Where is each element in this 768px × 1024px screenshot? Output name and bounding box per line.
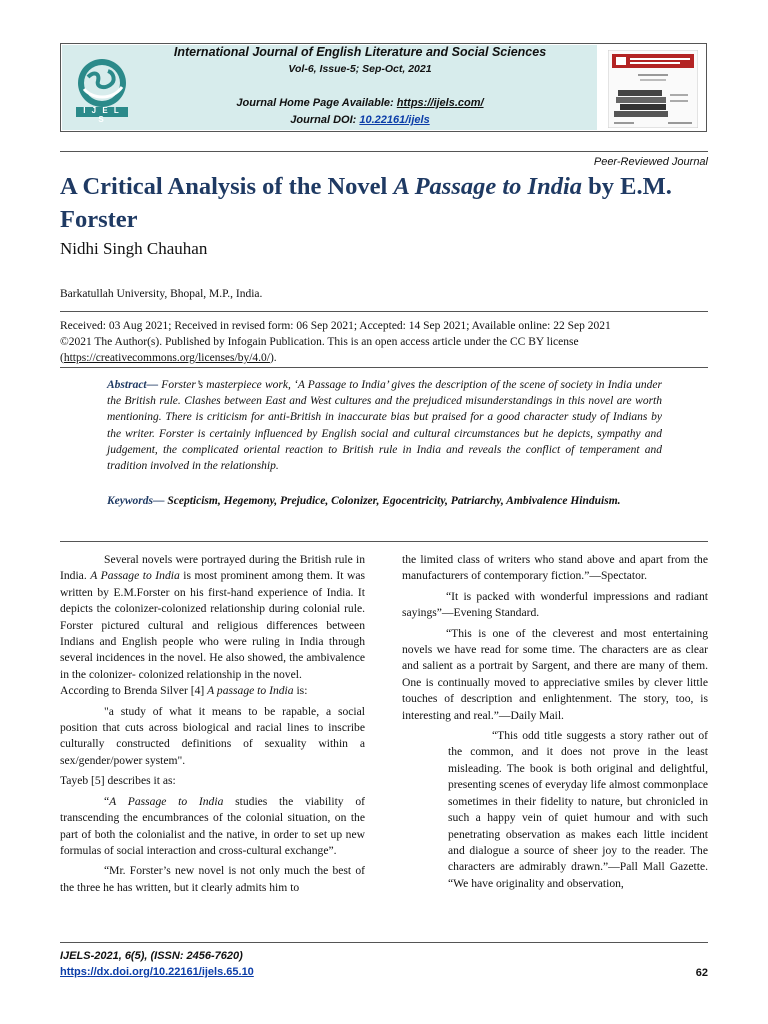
abstract-label: Abstract—: [107, 379, 159, 391]
home-page-line: [160, 97, 560, 109]
home-page-link[interactable]: https://ijels.com/: [396, 97, 484, 109]
quote-paragraph: “This odd title suggests a story rather out of the common, and it does not prove in the least misleading. The book is both original and delightful, presenting scenes of everyday life almost commonplace sometimes in their fidelity to nature, but chronicled in such a happy vein of quiet humour and with such penetrating observation as makes each little incident and dialogue a source of sheer joy to the reader. The characters are admirably drawn.”—Pall Mall Gazette. “We have originality and observation,: [448, 729, 708, 890]
page-number: 62: [695, 967, 708, 979]
text-run: is:: [293, 684, 308, 698]
quote-paragraph: "a study of what it means to be rapable, a social position that cuts across biological and racial lines to inscribe culturally constructed definitions of sexuality within a sex/gender/power system".: [60, 704, 365, 767]
article-dates: [60, 318, 710, 366]
abstract: [107, 377, 662, 474]
text-run: According to Brenda Silver [4]: [60, 684, 208, 698]
quote-paragraph: “Mr. Forster’s new novel is not only much the best of the three he has written, but it clearly admits him to: [60, 864, 365, 894]
paragraph: [60, 552, 365, 683]
logo-text: I J E L S: [83, 106, 121, 124]
title-part2: by E.M. Forster: [60, 173, 672, 233]
license-link[interactable]: https://creativecommons.org/licenses/by/4.0/: [63, 352, 270, 364]
title-italic: A Passage to India: [393, 173, 583, 200]
journal-cover-image: [608, 50, 698, 128]
ijels-globe-logo-icon: [70, 55, 134, 124]
body-right-column: [402, 552, 708, 892]
keywords-text: Scepticism, Hegemony, Prejudice, Colonizer, Egocentricity, Patriarchy, Ambivalence Hinduism.: [164, 495, 621, 507]
keywords: [107, 493, 662, 509]
book-title: A Passage to India: [109, 794, 224, 808]
paragraph: Tayeb [5] describes it as:: [60, 774, 176, 788]
abstract-text: Forster’s masterpiece work, ‘A Passage to India’ gives the description of the scene of society in India under the British rule. Clashes between East and West cultures and the prejudiced misunderstandings in this novel are worth mentioning. There is criticism for anti-British in inaccurate bias but praised for a good character study of Indians by the writer. Forster is certainly influenced by English social and cultural circumstances but he depicts, sympathy and judgement, the complicated oriental reaction to British rule in India and reveals the conflict of temperament and tradition involved in the relationship.: [107, 379, 662, 473]
text-run: “: [104, 794, 110, 808]
article-doi-link[interactable]: https://dx.doi.org/10.22161/ijels.65.10: [60, 966, 254, 978]
license-url-line: (https://creativecommons.org/licenses/by/4.0/).: [60, 352, 277, 364]
dates-divider: [60, 367, 708, 368]
journal-doi-link[interactable]: 10.22161/ijels: [359, 114, 430, 126]
received-dates: Received: 03 Aug 2021; Received in revised form: 06 Sep 2021; Accepted: 14 Sep 2021; Available online: 22 Sep 2021: [60, 320, 611, 332]
quote-paragraph: “This is one of the cleverest and most entertaining novels we have read for some time. The characters are as clear and salient as a portrait by Sargent, and there are many of them. One is continually moved to appreciative smiles by clever little touches of description and enlightenment. The story, too, is interesting and real.”—Daily Mail.: [402, 626, 708, 722]
journal-name: International Journal of English Literature and Social Sciences: [173, 45, 547, 59]
text-run: studies the viability of transcending the encumbrances of the colonial situation, on the part of both the colonialist and the native, in order to set up new formulas of social interaction and cross-cultural exchange”.: [60, 794, 365, 857]
abstract-divider: [60, 541, 708, 542]
doi-label: Journal DOI:: [290, 114, 360, 126]
text-run: Several novels were portrayed during the British rule in India.: [60, 553, 365, 583]
affiliation-divider: [60, 311, 708, 312]
journal-doi-line: [160, 114, 560, 126]
footer-divider: [60, 942, 708, 943]
body-left-column: [60, 552, 365, 896]
title-part1: A Critical Analysis of the Novel: [60, 173, 394, 200]
license-line: ©2021 The Author(s). Published by Infogain Publication. This is an open access article under the CC BY license: [60, 336, 579, 348]
footer-citation: IJELS-2021, 6(5), (ISSN: 2456-7620): [60, 950, 243, 962]
book-title: A Passage to India: [90, 569, 180, 583]
paragraph: the limited class of writers who stand above and apart from the manufacturers of contemporary fiction.”—Spectator.: [402, 553, 708, 583]
volume-issue: Vol-6, Issue-5; Sep-Oct, 2021: [288, 63, 432, 75]
paragraph: [60, 683, 365, 699]
author-name: Nidhi Singh Chauhan: [60, 239, 208, 258]
keywords-label: Keywords—: [107, 495, 165, 507]
peer-reviewed-label: Peer-Reviewed Journal: [593, 156, 708, 168]
author-affiliation: Barkatullah University, Bhopal, M.P., India.: [60, 288, 263, 300]
article-title: [60, 170, 720, 236]
quote-paragraph: [60, 794, 365, 860]
text-run: is most prominent among them. It was written by E.M.Forster on his first-hand experience of India. It depicts the colonizer-colonized relationship during colonial rule. Forster pictured cultural and religious differences between Indians and English people who were ruling in India through several incidences in the novel. He also showed, the ambivalence in the colonizer- colonized relationship in the novel.: [60, 569, 365, 681]
home-page-label: Journal Home Page Available:: [236, 97, 397, 109]
quote-paragraph: “It is packed with wonderful impressions and radiant sayings”—Evening Standard.: [402, 589, 708, 620]
header-divider: [60, 151, 708, 152]
book-title: A passage to India: [207, 684, 294, 698]
